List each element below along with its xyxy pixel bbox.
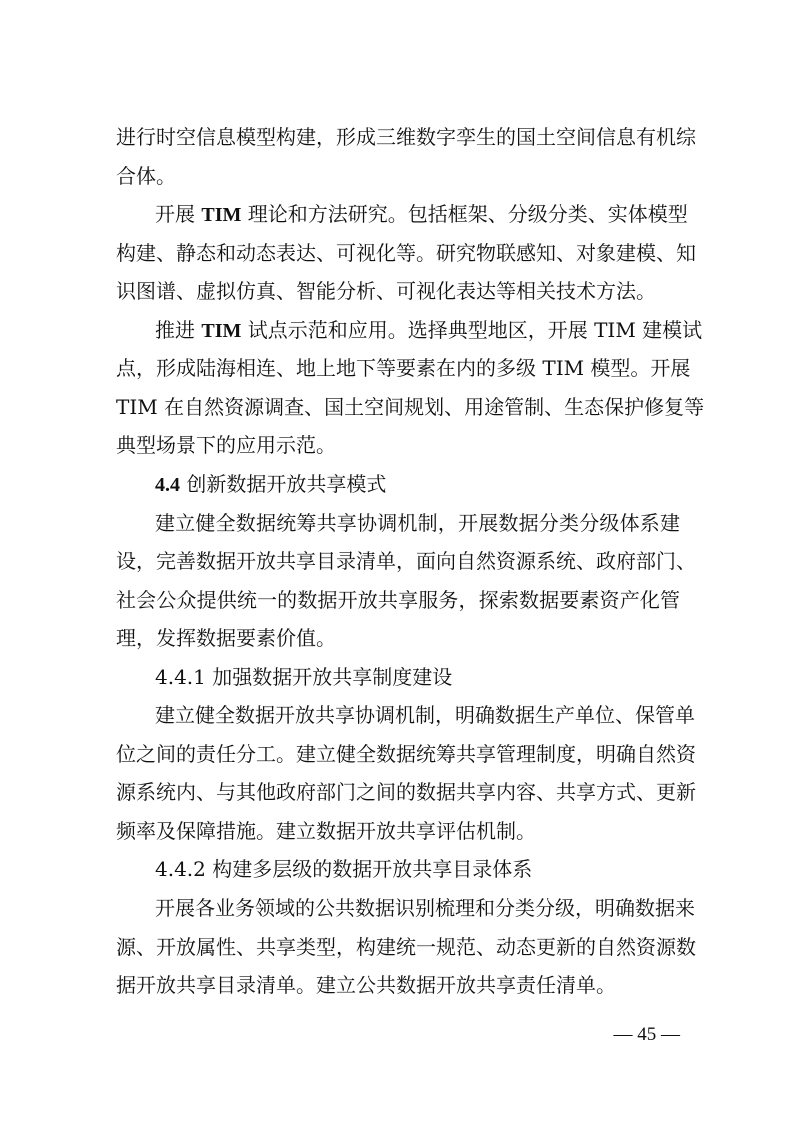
text-line xyxy=(116,619,680,657)
text-segment: 频率及保障措施。建立数据开放共享评估机制。 xyxy=(116,818,536,843)
text-segment: 开展 xyxy=(155,202,202,227)
text-line xyxy=(116,966,680,1004)
text-line xyxy=(116,157,680,195)
bold-text: 4.4 xyxy=(155,473,180,496)
text-line xyxy=(116,581,680,619)
text-line xyxy=(116,234,696,272)
text-line xyxy=(155,696,695,734)
text-segment: 建立健全数据开放共享协调机制，明确数据生产单位、保管单 xyxy=(155,703,695,728)
page-number: — 45 — xyxy=(613,1024,680,1045)
text-line xyxy=(116,542,696,580)
text-line xyxy=(155,850,680,888)
text-segment: 创新数据开放共享模式 xyxy=(180,471,387,496)
text-segment: TIM 在自然资源调查、国土空间规划、用途管制、生态保护修复等 xyxy=(116,394,705,419)
text-segment: 进行时空信息模型构建，形成三维数字孪生的国土空间信息有机综 xyxy=(116,125,696,149)
text-segment: 点，形成陆海相连、地上地下等要素在内的多级 TIM 模型。开展 xyxy=(116,356,691,381)
text-line xyxy=(116,349,691,387)
text-segment: 4.4.2 构建多层级的数据开放共享目录体系 xyxy=(155,857,533,882)
text-segment: 推进 xyxy=(155,317,202,342)
text-line xyxy=(116,812,680,850)
text-segment: 构建、静态和动态表达、可视化等。研究物联感知、对象建模、知 xyxy=(116,240,696,265)
text-line xyxy=(116,426,680,464)
text-line xyxy=(116,388,705,426)
text-line xyxy=(116,272,680,310)
text-segment: 合体。 xyxy=(116,163,176,188)
text-segment: 位之间的责任分工。建立健全数据统筹共享管理制度，明确自然资 xyxy=(116,741,696,766)
text-line xyxy=(155,504,680,542)
text-segment: 典型场景下的应用示范。 xyxy=(116,433,336,458)
text-segment: 社会公众提供统一的数据开放共享服务，探索数据要素资产化管 xyxy=(116,587,680,612)
text-line xyxy=(116,118,696,156)
text-line xyxy=(116,735,696,773)
text-segment: 试点示范和应用。选择典型地区，开展 TIM 建模试 xyxy=(241,317,703,342)
text-segment: 源系统内、与其他政府部门之间的数据共享内容、共享方式、更新 xyxy=(116,780,696,805)
text-line xyxy=(155,889,695,927)
bold-text: TIM xyxy=(201,204,242,227)
text-segment: 开展各业务领域的公共数据识别梳理和分类分级，明确数据来 xyxy=(155,896,695,920)
bold-text: TIM xyxy=(201,319,242,342)
text-segment: 理，发挥数据要素价值。 xyxy=(116,626,336,651)
text-segment: 识图谱、虚拟仿真、智能分析、可视化表达等相关技术方法。 xyxy=(116,279,656,304)
text-line xyxy=(116,928,696,966)
text-segment: 据开放共享目录清单。建立公共数据开放共享责任清单。 xyxy=(116,973,616,998)
text-segment: 4.4.1 加强数据开放共享制度建设 xyxy=(155,664,453,689)
text-segment: 源、开放属性、共享类型，构建统一规范、动态更新的自然资源数 xyxy=(116,934,696,959)
text-line xyxy=(155,465,680,503)
text-line xyxy=(155,311,703,349)
text-segment: 建立健全数据统筹共享协调机制，开展数据分类分级体系建 xyxy=(155,510,680,535)
text-segment: 理论和方法研究。包括框架、分级分类、实体模型 xyxy=(241,202,688,227)
text-line xyxy=(116,773,696,811)
text-segment: 设，完善数据开放共享目录清单，面向自然资源系统、政府部门、 xyxy=(116,549,696,574)
text-line xyxy=(155,658,680,696)
text-line xyxy=(155,195,688,233)
